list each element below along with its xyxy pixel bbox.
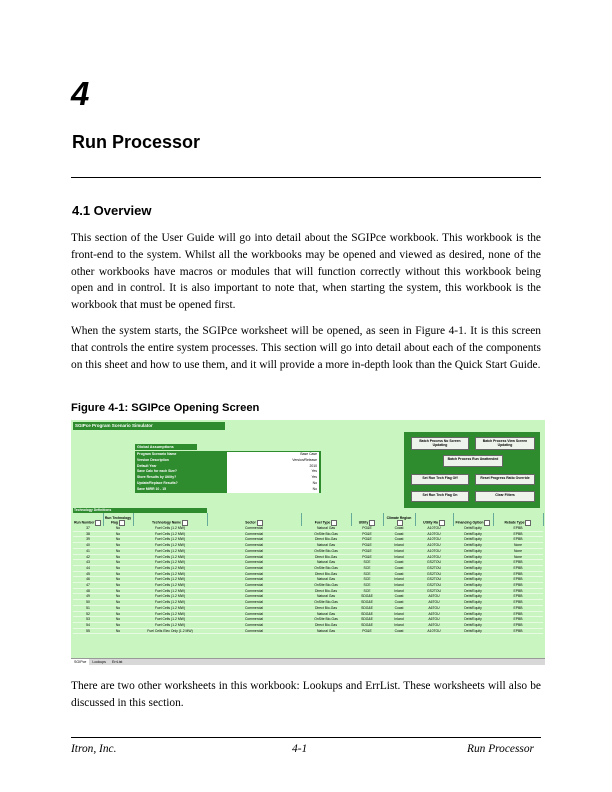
column-header[interactable]: Climate Region xyxy=(383,513,415,526)
tech-flag-on-button[interactable]: Set Run Tech Flag On xyxy=(411,491,469,502)
table-cell[interactable]: Fuel Cells (1.2 MW) xyxy=(133,571,207,577)
table-cell[interactable]: EPBB xyxy=(493,617,543,623)
table-cell[interactable]: Direct Bio-Gas xyxy=(301,588,351,594)
global-value[interactable]: Version/Release xyxy=(292,457,317,462)
table-cell[interactable]: No xyxy=(103,560,133,566)
global-assumptions-title: Global Assumptions xyxy=(135,444,197,450)
table-cell[interactable]: EPBB xyxy=(493,565,543,571)
table-cell[interactable]: No xyxy=(103,622,133,628)
table-cell[interactable]: Natural Gas xyxy=(301,543,351,549)
table-cell[interactable]: Coast xyxy=(383,560,415,566)
table-cell[interactable]: Debt/Equity xyxy=(453,583,493,589)
column-header[interactable]: Run Technology Flag xyxy=(103,513,133,526)
figure-caption: Figure 4-1: SGIPce Opening Screen xyxy=(71,402,260,414)
table-cell[interactable]: Fuel Cells (1.2 MW) xyxy=(133,531,207,537)
table-cell[interactable]: Inland xyxy=(383,588,415,594)
table-cell[interactable]: Fuel Cells (1.2 MW) xyxy=(133,594,207,600)
table-cell[interactable]: Commercial xyxy=(207,611,301,617)
table-cell[interactable]: 48 xyxy=(73,588,103,594)
table-cell[interactable]: EPBB xyxy=(493,605,543,611)
table-cell[interactable]: SCE xyxy=(351,571,383,577)
table-cell[interactable]: Commercial xyxy=(207,577,301,583)
table-cell[interactable]: EPBB xyxy=(493,560,543,566)
table-cell[interactable]: Fuel Cells (1.2 MW) xyxy=(133,588,207,594)
table-cell[interactable]: EPBB xyxy=(493,526,543,531)
table-cell[interactable]: EPBB xyxy=(493,628,543,634)
table-cell[interactable]: SDG&E xyxy=(351,600,383,606)
chapter-number: 4 xyxy=(71,75,90,112)
table-cell[interactable]: SCE xyxy=(351,560,383,566)
table-cell[interactable]: EPBB xyxy=(493,588,543,594)
table-cell[interactable]: OnSite Bio-Gas xyxy=(301,548,351,554)
table-cell[interactable]: Commercial xyxy=(207,531,301,537)
table-cell[interactable]: Debt/Equity xyxy=(453,571,493,577)
table-cell[interactable]: None xyxy=(493,543,543,549)
column-header[interactable]: Rebate Type xyxy=(493,513,543,526)
table-cell[interactable]: Commercial xyxy=(207,548,301,554)
table-cell[interactable]: Inland xyxy=(383,617,415,623)
table-cell[interactable]: PG&E xyxy=(351,537,383,543)
table-cell[interactable]: Natural Gas xyxy=(301,594,351,600)
table-cell[interactable]: Debt/Equity xyxy=(453,588,493,594)
table-cell[interactable]: EPBB xyxy=(493,600,543,606)
reset-progress-ratio-button[interactable]: Reset Progress Ratio Override xyxy=(475,474,535,485)
paragraph-system-start: When the system starts, the SGIPce worksheet will be opened, as seen in Figure 4-1. It is this screen that controls the entire system processes. This section will go into detail about each of the components on this sheet and how to use them, and it will provide a more in-depth look than the Quick Start Guide. xyxy=(71,325,541,371)
table-cell[interactable]: SCE xyxy=(351,588,383,594)
table-cell[interactable]: Debt/Equity xyxy=(453,531,493,537)
table-cell[interactable]: EPBB xyxy=(493,537,543,543)
table-cell[interactable]: Commercial xyxy=(207,543,301,549)
table-cell[interactable]: Debt/Equity xyxy=(453,628,493,634)
table-cell[interactable]: A10TOU xyxy=(415,531,453,537)
paragraph-overview: This section of the User Guide will go into detail about the SGIPce workbook. This workbook is the front-end to the system. Whilst all the workbooks may be opened and viewed as desired, none of the other workbooks have macros or modules that will function correctly without this workbook being open and in control. It is also important to note that, when starting the system, this workbook is the workbook that must be opened first. xyxy=(71,232,541,312)
table-cell[interactable]: EPBB xyxy=(493,622,543,628)
table-cell[interactable]: Direct Bio-Gas xyxy=(301,605,351,611)
table-cell[interactable]: Commercial xyxy=(207,526,301,531)
table-cell[interactable]: Fuel Cells (1.2 MW) xyxy=(133,600,207,606)
table-cell[interactable]: 49 xyxy=(73,594,103,600)
table-cell[interactable]: Debt/Equity xyxy=(453,622,493,628)
table-cell[interactable]: A6TOU xyxy=(415,605,453,611)
table-cell[interactable]: Direct Bio-Gas xyxy=(301,537,351,543)
batch-no-screen-button[interactable]: Batch Process No Screen Updating xyxy=(411,437,469,450)
table-cell[interactable]: Fuel Cells (1.2 MW) xyxy=(133,543,207,549)
table-cell[interactable]: 47 xyxy=(73,583,103,589)
table-cell[interactable]: EPBB xyxy=(493,583,543,589)
table-cell[interactable]: Fuel Cells (1.2 MW) xyxy=(133,560,207,566)
section-heading: 4.1 Overview xyxy=(72,203,152,218)
table-cell[interactable]: SDG&E xyxy=(351,594,383,600)
paragraph-other-worksheets: There are two other worksheets in this workbook: Lookups and ErrList. These worksheets will also be discussed in this section. xyxy=(71,680,541,709)
table-cell[interactable]: A10TOU xyxy=(415,548,453,554)
table-cell[interactable]: Commercial xyxy=(207,600,301,606)
spreadsheet-screenshot xyxy=(71,420,545,665)
global-value[interactable]: No xyxy=(312,480,317,485)
table-cell[interactable]: No xyxy=(103,617,133,623)
table-cell[interactable]: A6TOU xyxy=(415,622,453,628)
table-cell[interactable]: SDG&E xyxy=(351,605,383,611)
column-header[interactable]: Financing Option xyxy=(453,513,493,526)
column-headers xyxy=(73,513,543,526)
global-label: Default Year xyxy=(137,463,157,468)
global-value[interactable]: Yes xyxy=(311,475,317,480)
global-assumptions-table xyxy=(135,451,321,493)
table-cell[interactable]: SDG&E xyxy=(351,622,383,628)
table-cell[interactable]: Fuel Cells (1.2 MW) xyxy=(133,605,207,611)
table-cell[interactable]: Natural Gas xyxy=(301,560,351,566)
footer-chapter: Run Processor xyxy=(467,743,534,755)
table-cell[interactable]: Commercial xyxy=(207,605,301,611)
table-cell[interactable]: No xyxy=(103,537,133,543)
table-cell[interactable]: OnSite Bio-Gas xyxy=(301,565,351,571)
table-cell[interactable]: SDG&E xyxy=(351,611,383,617)
table-cell[interactable]: Fuel Cells (1.2 MW) xyxy=(133,611,207,617)
table-cell[interactable]: Coast xyxy=(383,531,415,537)
global-label: Save MIRR 10 - 15 xyxy=(137,486,167,491)
table-cell[interactable]: Commercial xyxy=(207,583,301,589)
table-cell[interactable]: No xyxy=(103,628,133,634)
table-cell[interactable]: Fuel Cells (1.2 MW) xyxy=(133,617,207,623)
tab-sgipce[interactable]: SGIPce xyxy=(71,659,89,665)
table-cell[interactable]: 50 xyxy=(73,600,103,606)
table-cell[interactable]: EPBB xyxy=(493,577,543,583)
table-cell[interactable]: No xyxy=(103,588,133,594)
table-cell[interactable]: GS2TOU xyxy=(415,583,453,589)
table-cell[interactable]: Direct Bio-Gas xyxy=(301,622,351,628)
table-cell[interactable]: Debt/Equity xyxy=(453,526,493,531)
table-cell[interactable]: Natural Gas xyxy=(301,628,351,634)
table-cell[interactable]: Coast xyxy=(383,526,415,531)
table-cell[interactable]: Coast xyxy=(383,600,415,606)
tab-errlist[interactable]: ErrList xyxy=(111,660,123,664)
table-cell[interactable]: GS2TOU xyxy=(415,577,453,583)
column-header[interactable]: Fuel Type xyxy=(301,513,351,526)
table-cell[interactable]: Debt/Equity xyxy=(453,543,493,549)
batch-view-screen-button[interactable]: Batch Process View Screen Updating xyxy=(475,437,535,450)
table-cell[interactable]: None xyxy=(493,548,543,554)
table-cell[interactable]: Inland xyxy=(383,611,415,617)
table-cell[interactable]: A6TOU xyxy=(415,611,453,617)
table-cell[interactable]: Debt/Equity xyxy=(453,617,493,623)
table-cell[interactable]: Natural Gas xyxy=(301,526,351,531)
global-value[interactable]: 2010 xyxy=(309,463,317,468)
table-cell[interactable]: No xyxy=(103,577,133,583)
table-cell[interactable]: No xyxy=(103,526,133,531)
table-cell[interactable]: Fuel Cells (1.2 MW) xyxy=(133,554,207,560)
sheet-tabs xyxy=(71,658,545,665)
table-cell[interactable]: A10TOU xyxy=(415,537,453,543)
table-cell[interactable]: 37 xyxy=(73,526,103,531)
table-cell[interactable]: Direct Bio-Gas xyxy=(301,571,351,577)
table-cell[interactable]: EPBB xyxy=(493,594,543,600)
table-cell[interactable]: GS2TOU xyxy=(415,565,453,571)
table-cell[interactable]: SCE xyxy=(351,577,383,583)
filter-dropdown-icon[interactable] xyxy=(95,520,101,526)
table-cell[interactable]: OnSite Bio-Gas xyxy=(301,617,351,623)
table-cell[interactable]: Debt/Equity xyxy=(453,554,493,560)
technology-definitions-title: Technology Definitions xyxy=(73,508,207,513)
table-cell[interactable]: A10TOU xyxy=(415,628,453,634)
chapter-title: Run Processor xyxy=(72,132,201,152)
table-cell[interactable]: A10TOU xyxy=(415,554,453,560)
table-cell[interactable]: Debt/Equity xyxy=(453,600,493,606)
footer-page-number: 4-1 xyxy=(292,743,308,755)
global-value[interactable]: Base Case xyxy=(300,452,317,456)
table-cell[interactable]: Fuel Cells Elec Only (1.2 MW) xyxy=(133,628,207,634)
table-cell[interactable]: Coast xyxy=(383,605,415,611)
column-header[interactable]: Sector xyxy=(207,513,301,526)
table-cell[interactable]: PG&E xyxy=(351,628,383,634)
table-cell[interactable]: Coast xyxy=(383,537,415,543)
table-cell[interactable]: 55 xyxy=(73,628,103,634)
table-cell[interactable]: No xyxy=(103,531,133,537)
table-cell[interactable]: A6TOU xyxy=(415,594,453,600)
table-cell[interactable]: No xyxy=(103,611,133,617)
table-cell[interactable]: 42 xyxy=(73,554,103,560)
table-cell[interactable]: OnSite Bio-Gas xyxy=(301,531,351,537)
table-cell[interactable]: None xyxy=(493,554,543,560)
clear-filters-button[interactable]: Clear Filters xyxy=(475,491,535,502)
table-cell[interactable]: OnSite Bio-Gas xyxy=(301,583,351,589)
table-cell[interactable]: SCE xyxy=(351,565,383,571)
table-cell[interactable]: Inland xyxy=(383,548,415,554)
table-cell[interactable]: No xyxy=(103,605,133,611)
table-cell[interactable]: A6TOU xyxy=(415,617,453,623)
table-cell[interactable]: Debt/Equity xyxy=(453,594,493,600)
table-cell[interactable]: A6TOU xyxy=(415,600,453,606)
table-cell[interactable]: 40 xyxy=(73,543,103,549)
footer-company: Itron, Inc. xyxy=(71,743,117,755)
technology-table xyxy=(73,508,544,634)
table-row[interactable] xyxy=(73,628,543,634)
table-cell[interactable]: Fuel Cells (1.2 MW) xyxy=(133,577,207,583)
table-cell[interactable]: No xyxy=(103,571,133,577)
table-cell[interactable]: Direct Bio-Gas xyxy=(301,554,351,560)
table-cell[interactable]: Commercial xyxy=(207,588,301,594)
table-cell[interactable]: SDG&E xyxy=(351,617,383,623)
table-cell[interactable]: Coast xyxy=(383,628,415,634)
table-cell[interactable]: Inland xyxy=(383,554,415,560)
table-cell[interactable]: Commercial xyxy=(207,565,301,571)
table-cell[interactable]: Debt/Equity xyxy=(453,605,493,611)
table-cell[interactable]: Fuel Cells (1.2 MW) xyxy=(133,548,207,554)
global-label: Update/Replace Results? xyxy=(137,480,178,485)
table-cell[interactable]: Fuel Cells (1.2 MW) xyxy=(133,537,207,543)
table-cell[interactable]: EPBB xyxy=(493,611,543,617)
table-cell[interactable]: SCE xyxy=(351,583,383,589)
global-value[interactable]: No xyxy=(312,486,317,491)
footer-rule xyxy=(71,737,541,738)
table-cell[interactable]: Natural Gas xyxy=(301,577,351,583)
table-cell[interactable]: OnSite Bio-Gas xyxy=(301,600,351,606)
table-cell[interactable]: Coast xyxy=(383,565,415,571)
table-cell[interactable]: Fuel Cells (1.2 MW) xyxy=(133,622,207,628)
global-label: Program Scenario Name xyxy=(137,452,177,456)
table-cell[interactable]: Commercial xyxy=(207,560,301,566)
table-cell[interactable]: Commercial xyxy=(207,617,301,623)
tech-flag-off-button[interactable]: Set Run Tech Flag Off xyxy=(411,474,469,485)
table-cell[interactable]: 41 xyxy=(73,548,103,554)
table-cell[interactable]: Debt/Equity xyxy=(453,611,493,617)
table-cell[interactable]: EPBB xyxy=(493,531,543,537)
global-value[interactable]: Yes xyxy=(311,469,317,474)
global-label: Save Calc for each Size? xyxy=(137,469,177,474)
table-cell[interactable]: 38 xyxy=(73,531,103,537)
table-cell[interactable]: 44 xyxy=(73,565,103,571)
table-cell[interactable]: PG&E xyxy=(351,531,383,537)
table-cell[interactable]: PG&E xyxy=(351,554,383,560)
table-cell[interactable]: Coast xyxy=(383,571,415,577)
table-cell[interactable]: 54 xyxy=(73,622,103,628)
table-cell[interactable]: 51 xyxy=(73,605,103,611)
table-cell[interactable]: PG&E xyxy=(351,526,383,531)
table-cell[interactable]: Commercial xyxy=(207,594,301,600)
table-cell[interactable]: GS2TOU xyxy=(415,588,453,594)
table-cell[interactable]: 45 xyxy=(73,571,103,577)
table-cell[interactable]: Commercial xyxy=(207,571,301,577)
table-cell[interactable]: Inland xyxy=(383,622,415,628)
table-cell[interactable]: No xyxy=(103,583,133,589)
table-cell[interactable]: GS2TOU xyxy=(415,560,453,566)
table-cell[interactable]: Natural Gas xyxy=(301,611,351,617)
filter-dropdown-icon[interactable] xyxy=(525,520,531,526)
table-cell[interactable]: Commercial xyxy=(207,554,301,560)
table-cell[interactable]: 52 xyxy=(73,611,103,617)
table-cell[interactable]: Inland xyxy=(383,543,415,549)
table-cell[interactable]: Inland xyxy=(383,577,415,583)
table-cell[interactable]: A10TOU xyxy=(415,543,453,549)
table-cell[interactable]: No xyxy=(103,543,133,549)
column-header[interactable]: Run Number xyxy=(73,513,103,526)
column-header[interactable]: Technology Name xyxy=(133,513,207,526)
table-cell[interactable]: Debt/Equity xyxy=(453,548,493,554)
table-cell[interactable]: No xyxy=(103,565,133,571)
table-cell[interactable]: EPBB xyxy=(493,571,543,577)
table-cell[interactable]: Debt/Equity xyxy=(453,565,493,571)
tab-lookups[interactable]: Lookups xyxy=(92,660,106,664)
table-cell[interactable]: Fuel Cells (1.2 MW) xyxy=(133,526,207,531)
table-cell[interactable]: PG&E xyxy=(351,548,383,554)
sheet-title: SGIPce Program Scenario Simulator xyxy=(73,422,225,430)
table-cell[interactable]: Fuel Cells (1.2 MW) xyxy=(133,583,207,589)
table-cell[interactable]: 46 xyxy=(73,577,103,583)
table-cell[interactable]: Inland xyxy=(383,583,415,589)
table-cell[interactable]: No xyxy=(103,548,133,554)
table-cell[interactable]: A10TOU xyxy=(415,526,453,531)
title-rule xyxy=(71,177,541,178)
global-label: Version Description xyxy=(137,457,169,462)
table-cell[interactable]: Commercial xyxy=(207,537,301,543)
table-cell[interactable]: Commercial xyxy=(207,628,301,634)
column-header[interactable]: Utility xyxy=(351,513,383,526)
table-cell[interactable]: 43 xyxy=(73,560,103,566)
table-cell[interactable]: No xyxy=(103,600,133,606)
filter-dropdown-icon[interactable] xyxy=(484,520,490,526)
table-cell[interactable]: No xyxy=(103,554,133,560)
column-header[interactable]: Utility Ra xyxy=(415,513,453,526)
table-cell[interactable]: GS2TOU xyxy=(415,571,453,577)
global-label: Store Results by Utility? xyxy=(137,475,177,480)
table-cell[interactable]: PG&E xyxy=(351,543,383,549)
table-cell[interactable]: 39 xyxy=(73,537,103,543)
table-cell[interactable]: Coast xyxy=(383,594,415,600)
table-cell[interactable]: Fuel Cells (1.2 MW) xyxy=(133,565,207,571)
table-cell[interactable]: Debt/Equity xyxy=(453,560,493,566)
table-cell[interactable]: 53 xyxy=(73,617,103,623)
batch-unattended-button[interactable]: Batch Process Run Unattended xyxy=(443,455,503,467)
table-cell[interactable]: Debt/Equity xyxy=(453,577,493,583)
table-cell[interactable]: Debt/Equity xyxy=(453,537,493,543)
table-cell[interactable]: No xyxy=(103,594,133,600)
table-cell[interactable]: Commercial xyxy=(207,622,301,628)
technology-rows xyxy=(73,526,543,634)
